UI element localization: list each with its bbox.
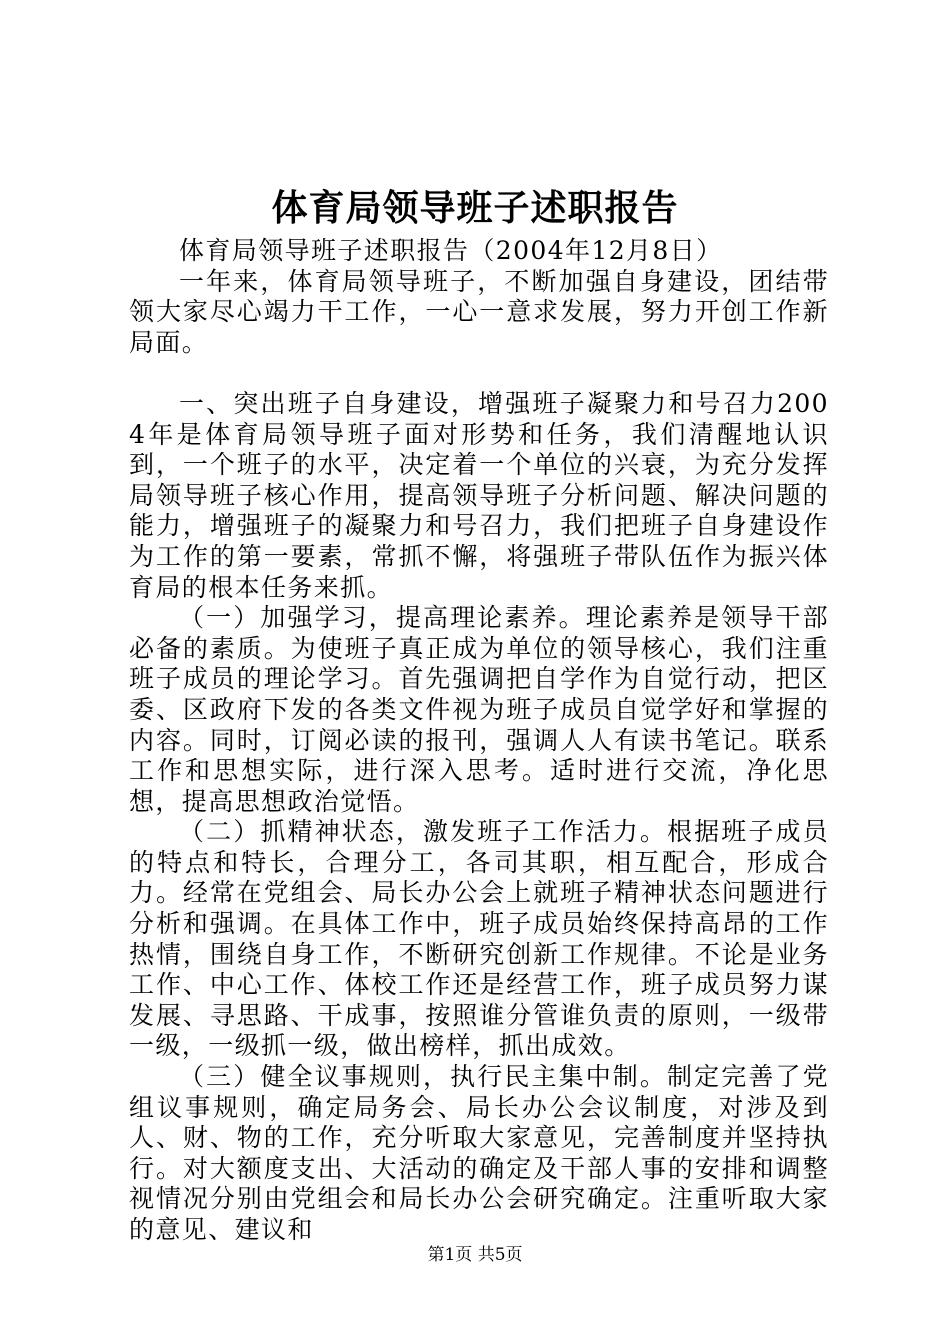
subsection-one-paragraph: （一）加强学习，提高理论素养。理论素养是领导干部必备的素质。为使班子真正成为单位的领导核心，我们注重班子成员的理论学习。首先强调把自学作为自觉行动，把区委、区政府下发的各类文件视为班子成员自觉学好和掌握的内容。同时，订阅必读的报刊，强调人人有读书笔记。联系工作和思想实际，进行深入思考。适时进行交流，净化思想，提高思想政治觉悟。 — [129, 603, 829, 816]
subsection-two-paragraph: （二）抓精神状态，激发班子工作活力。根据班子成员的特点和特长，合理分工，各司其职，相互配合，形成合力。经常在党组会、局长办公会上就班子精神状态问题进行分析和强调。在具体工作中，班子成员始终保持高昂的工作热情，围绕自身工作，不断研究创新工作规律。不论是业务工作、中心工作、体校工作还是经营工作，班子成员努力谋发展、寻思路、干成事，按照谁分管谁负责的原则，一级带一级，一级抓一级，做出榜样，抓出成效。 — [129, 817, 829, 1061]
subsection-three-paragraph: （三）健全议事规则，执行民主集中制。制定完善了党组议事规则，确定局务会、局长办公会议制度，对涉及到人、财、物的工作，充分听取大家意见，完善制度并坚持执行。对大额度支出、大活动的确定及干部人事的安排和调整视情况分别由党组会和局长办公会研究确定。注重听取大家的意见、建议和 — [129, 1062, 829, 1244]
report-heading-paragraph: 体育局领导班子述职报告（2004年12月8日） — [179, 236, 723, 265]
document-title: 体育局领导班子述职报告 — [271, 187, 679, 229]
document-body — [129, 236, 829, 1246]
section-one-paragraph: 一、突出班子自身建设，增强班子凝聚力和号召力2004年是体育局领导班子面对形势和任务，我们清醒地认识到，一个班子的水平，决定着一个单位的兴衰，为充分发挥局领导班子核心作用，提高领导班子分析问题、解决问题的能力，增强班子的凝聚力和号召力，我们把班子自身建设作为工作的第一要素，常抓不懈，将强班子带队伍作为振兴体育局的根本任务来抓。 — [129, 388, 829, 602]
paragraph-spacer — [129, 358, 829, 389]
intro-paragraph: 一年来，体育局领导班子，不断加强自身建设，团结带领大家尽心竭力干工作，一心一意求发展，努力开创工作新局面。 — [129, 266, 829, 357]
page-footer: 第1页 共5页 — [427, 1245, 523, 1265]
